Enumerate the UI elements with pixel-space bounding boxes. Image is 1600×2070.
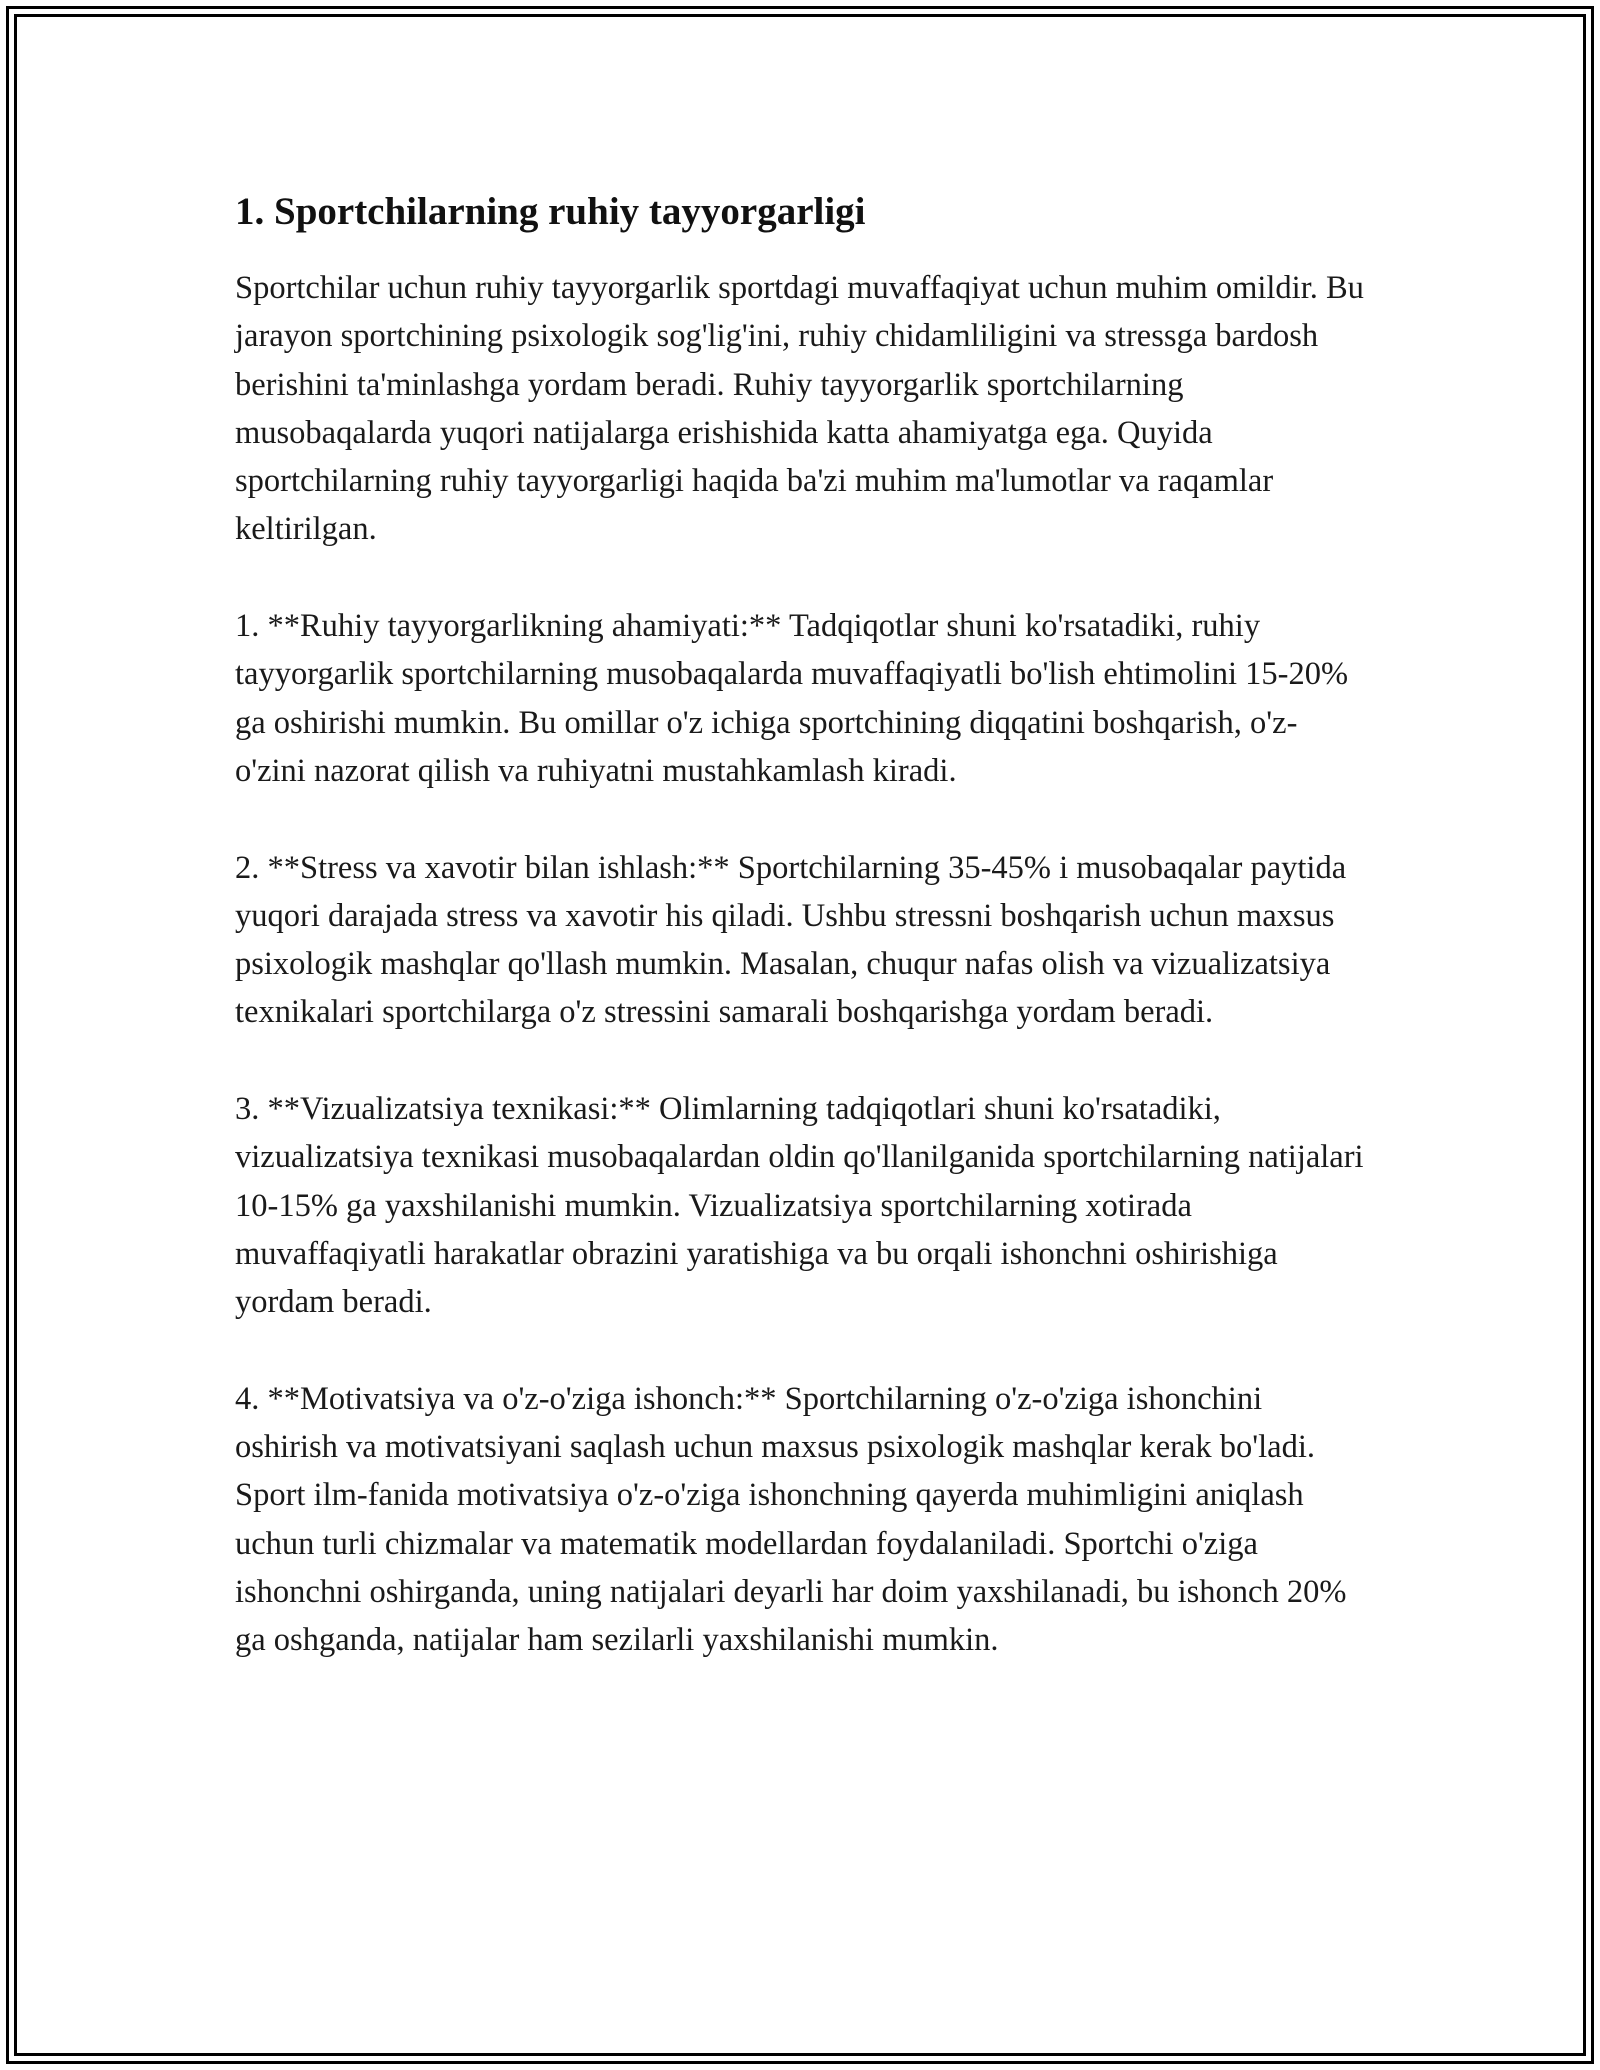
list-item-1: 1. **Ruhiy tayyorgarlikning ahamiyati:** Tadqiqotlar shuni ko'rsatadiki, ruhiy tayyorgarlik sportchilarning musobaqalarda muvaffaqiyatli bo'lish ehtimolini 15-20% ga oshirishi mumkin. Bu omillar o'z ichiga sportchining diqqatini boshqarish, o'z-o'zini nazorat qilish va ruhiyatni mustahkamlash kiradi. <box>235 608 1349 789</box>
list-item-4: 4. **Motivatsiya va o'z-o'ziga ishonch:** Sportchilarning o'z-o'ziga ishonchini oshirish va motivatsiyani saqlash uchun maxsus psixologik mashqlar kerak bo'ladi. Sport ilm-fanida motivatsiya o'z-o'ziga ishonchning qayerda muhimligini aniqlash uchun turli chizmalar va matematik modellardan foydalaniladi. Sportchi o'ziga ishonchni oshirganda, uning natijalari deyarli har doim yaxshilanadi, bu ishonch 20% ga oshganda, natijalar ham sezilarli yaxshilanishi mumkin. <box>235 1380 1347 1659</box>
list-item-2: 2. **Stress va xavotir bilan ishlash:** Sportchilarning 35-45% i musobaqalar paytida yuqori darajada stress va xavotir his qiladi. Ushbu stressni boshqarish uchun maxsus psixologik mashqlar qo'llash mumkin. Masalan, chuqur nafas olish va vizualizatsiya texnikalari sportchilarga o'z stressini samarali boshqarishga yordam beradi. <box>235 849 1347 1031</box>
intro-paragraph: Sportchilar uchun ruhiy tayyorgarlik sportdagi muvaffaqiyat uchun muhim omildir. Bu jarayon sportchining psixologik sog'lig'ini, ruhiy chidamliligini va stressga bardosh berishini ta'minlashga yordam beradi. Ruhiy tayyorgarlik sportchilarning musobaqalarda yuqori natijalarga erishishida katta ahamiyatga ega. Quyida sportchilarning ruhiy tayyorgarligi haqida ba'zi muhim ma'lumotlar va raqamlar keltirilgan. <box>235 270 1364 548</box>
list-item-3: 3. **Vizualizatsiya texnikasi:** Olimlarning tadqiqotlari shuni ko'rsatadiki, vizualizatsiya texnikasi musobaqalardan oldin qo'llanilganida sportchilarning natijalari 10-15% ga yaxshilanishi mumkin. Vizualizatsiya sportchilarning xotirada muvaffaqiyatli harakatlar obrazini yaratishiga va bu orqali ishonchni oshirishiga yordam beradi. <box>235 1091 1364 1321</box>
document-body <box>235 188 1365 1713</box>
section-title: 1. Sportchilarning ruhiy tayyorgarligi <box>235 190 866 233</box>
